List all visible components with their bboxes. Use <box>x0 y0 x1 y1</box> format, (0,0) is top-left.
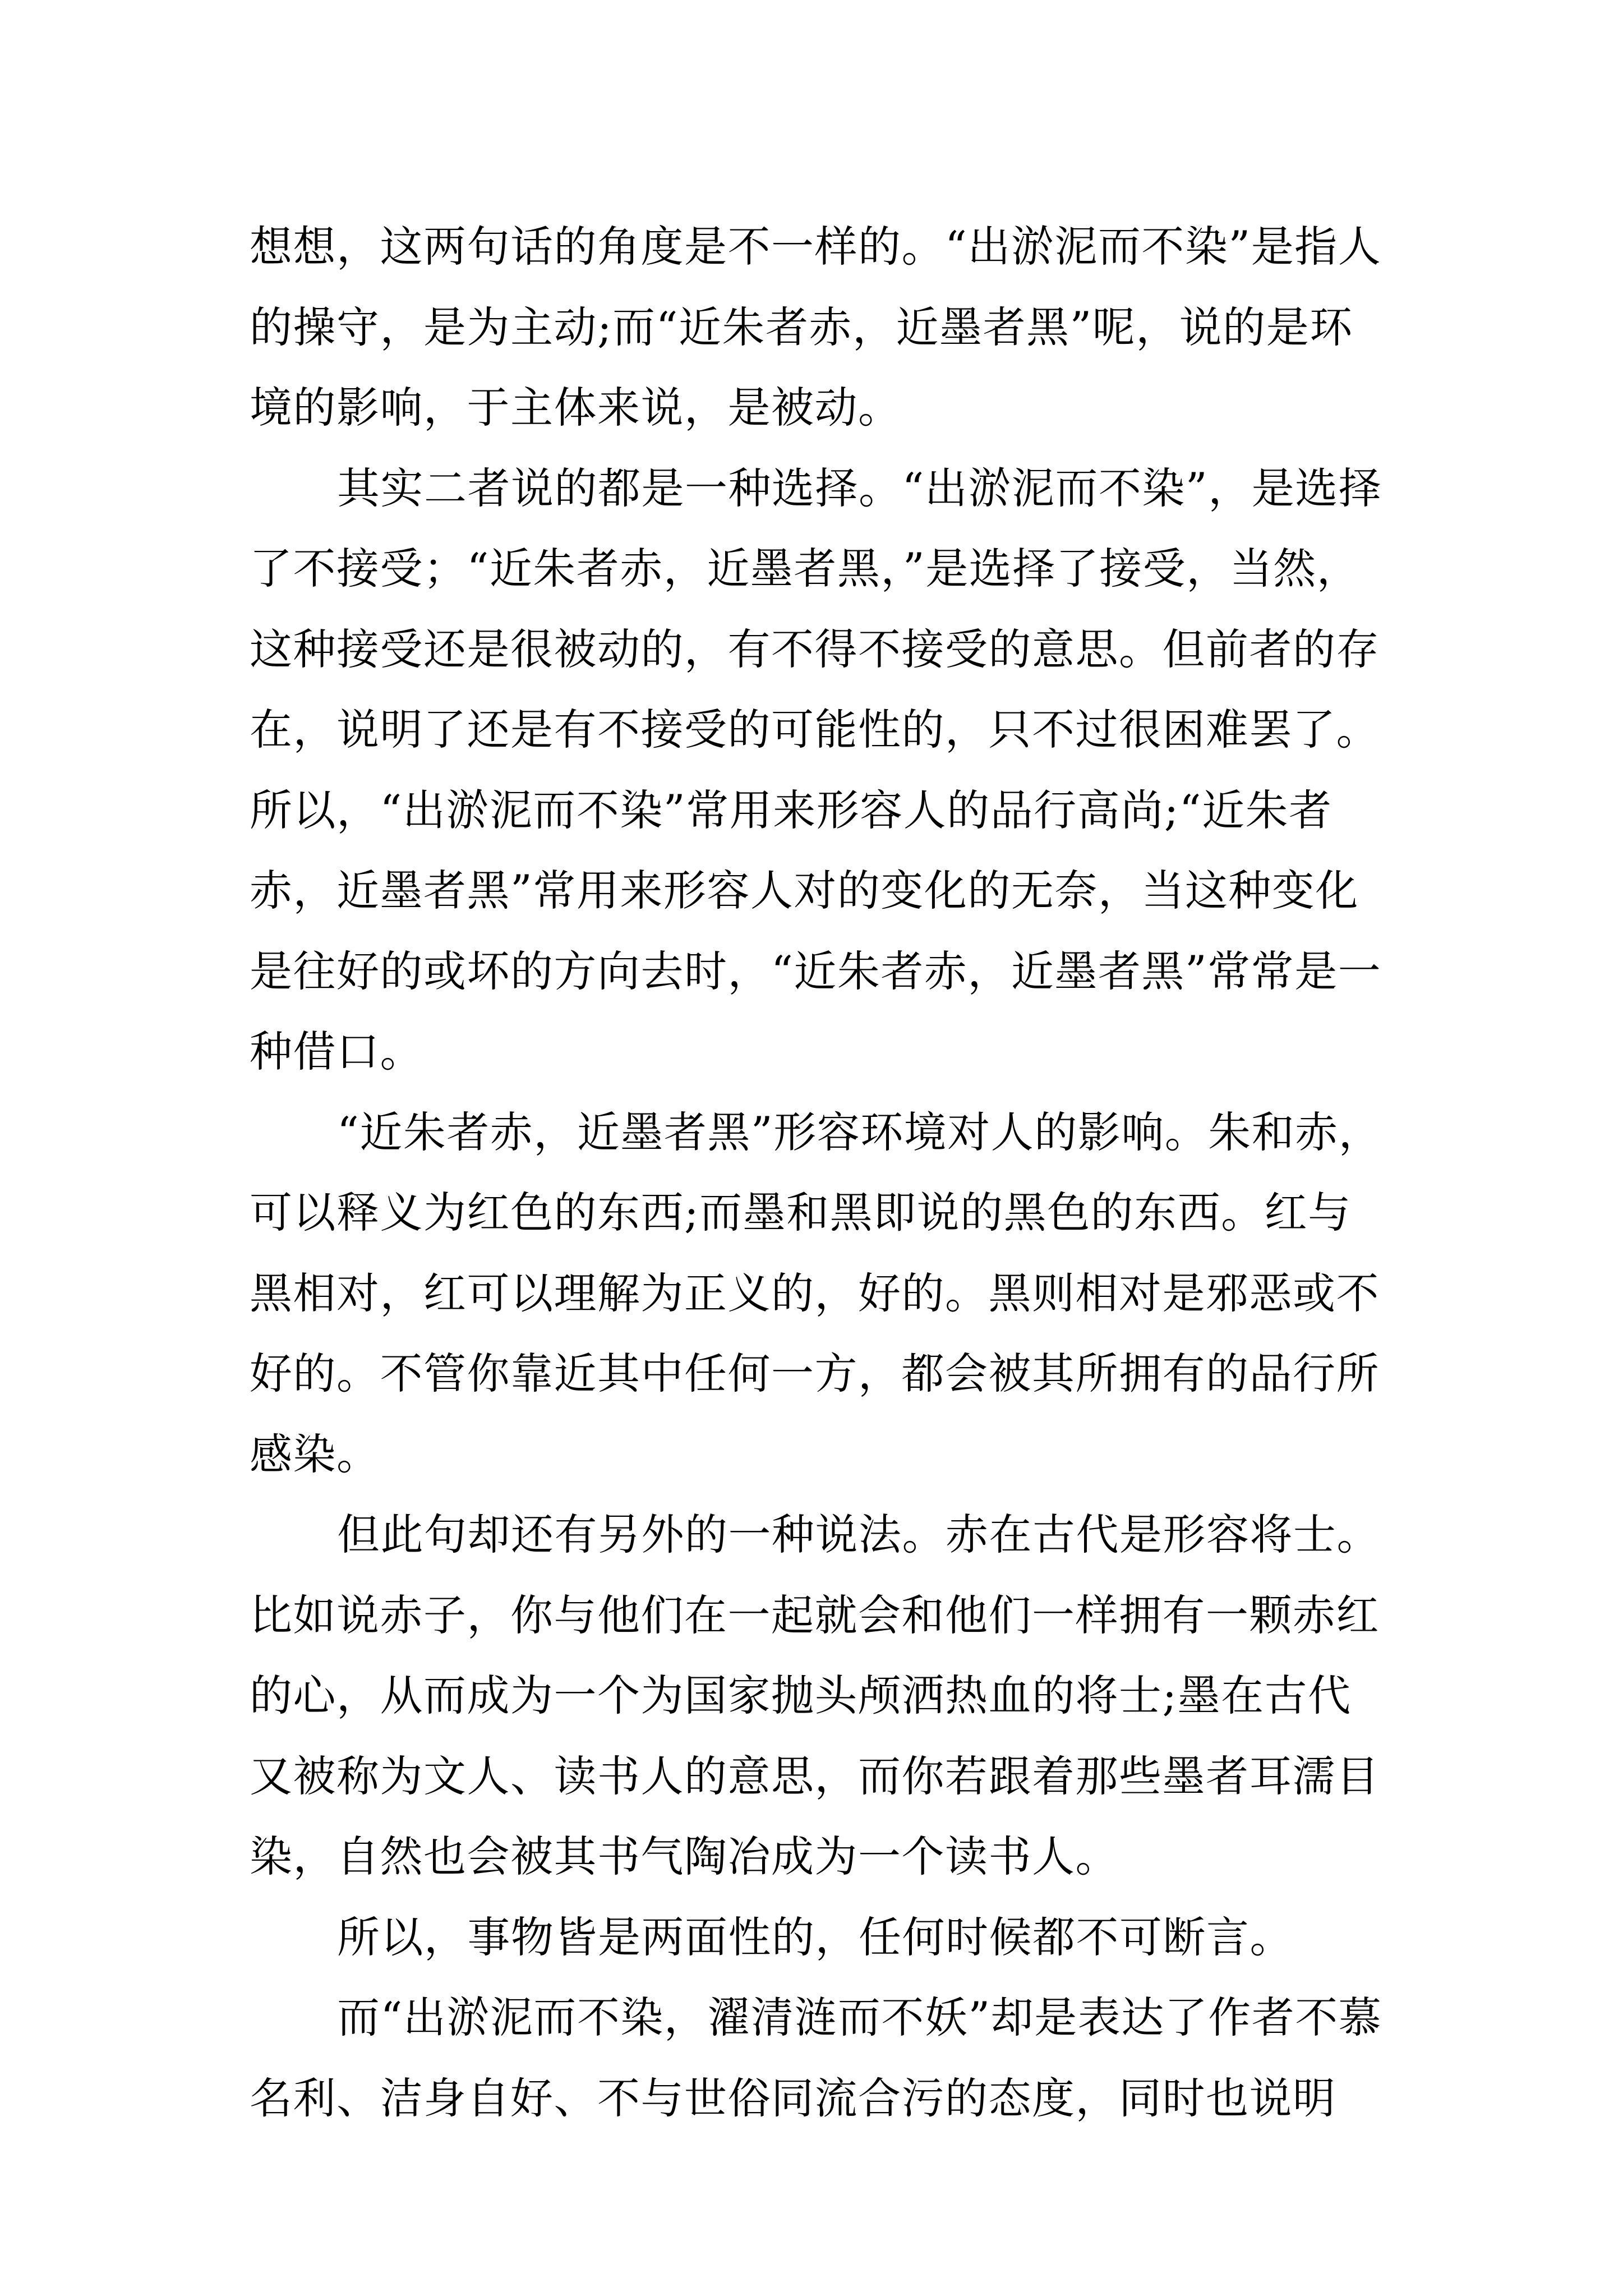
paragraph-6: 而“出淤泥而不染，濯清涟而不妖”却是表达了作者不慕名利、洁身自好、不与世俗同流合污的态度，同时也说明 <box>250 1993 1382 2123</box>
document-body <box>250 206 1391 2138</box>
paragraph-1: 想想，这两句话的角度是不一样的。“出淤泥而不染”是指人的操守，是为主动;而“近朱者赤，近墨者黑”呢，说的是环境的影响，于主体来说，是被动。 <box>250 222 1382 432</box>
paragraph-4: 但此句却还有另外的一种说法。赤在古代是形容将士。比如说赤子，你与他们在一起就会和他们一样拥有一颗赤红的心，从而成为一个为国家抛头颅洒热血的将士;墨在古代又被称为文人、读书人的意思，而你若跟着那些墨者耳濡目染，自然也会被其书气陶冶成为一个读书人。 <box>250 1510 1380 1881</box>
paragraph-2: 其实二者说的都是一种选择。“出淤泥而不染”，是选择了不接受；“近朱者赤，近墨者黑，”是选择了接受，当然，这种接受还是很被动的，有不得不接受的意思。但前者的存在，说明了还是有不接受的可能性的，只不过很困难罢了。所以，“出淤泥而不染”常用来形容人的品行高尚;“近朱者赤，近墨者黑”常用来形容人对的变化的无奈，当这种变化是往好的或坏的方向去时，“近朱者赤，近墨者黑”常常是一种借口。 <box>250 463 1382 1076</box>
paragraph-3: “近朱者赤，近墨者黑”形容环境对人的影响。朱和赤，可以释义为红色的东西;而墨和黑即说的黑色的东西。红与黑相对，红可以理解为正义的，好的。黑则相对是邪恶或不好的。不管你靠近其中任何一方，都会被其所拥有的品行所感染。 <box>250 1107 1382 1479</box>
paragraph-5: 所以，事物皆是两面性的，任何时候都不可断言。 <box>337 1912 1293 1962</box>
